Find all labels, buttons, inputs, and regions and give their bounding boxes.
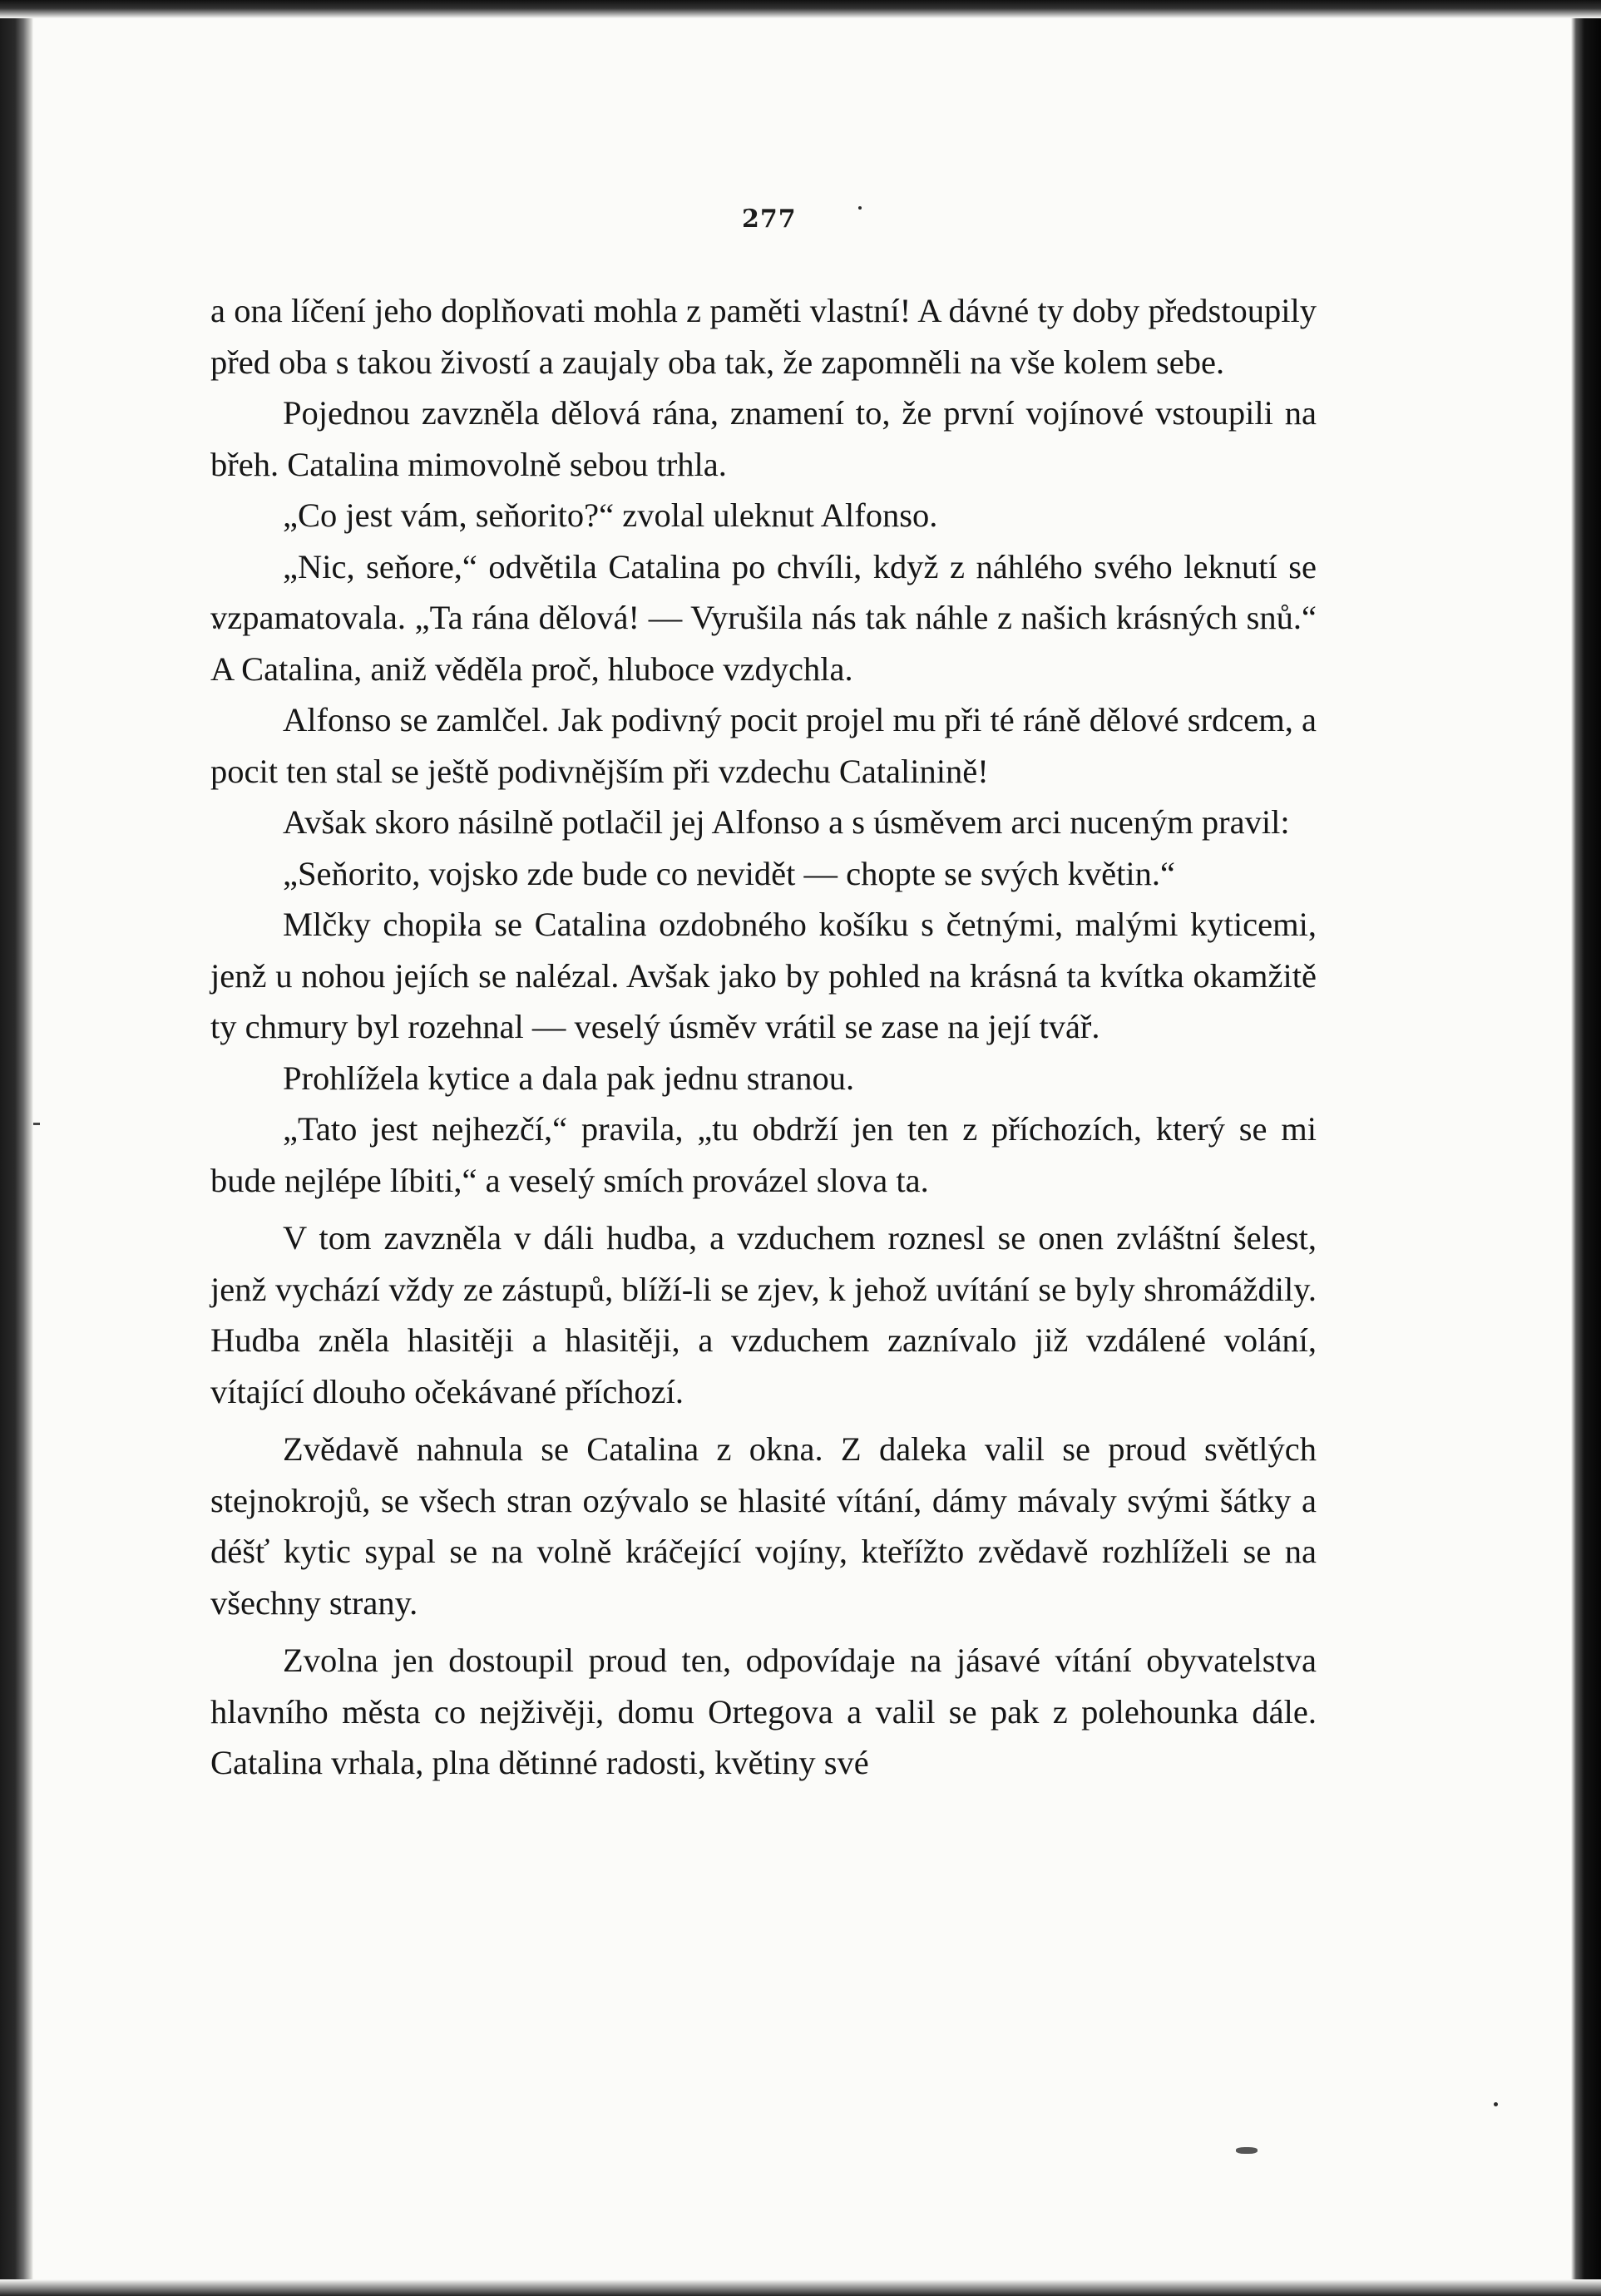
scan-speck [1494,2102,1498,2106]
paragraph: „Co jest vám, seňorito?“ zvolal uleknut Alfonso. [283,496,938,534]
paragraph: „Nic, seňore,“ odvětila Catalina po chvíli, když z náhlého svého leknutí se vzpamatovala. „Ta rána dělová! — Vyrušila nás tak náhle z našich krásných snů.“ A Catalina, aniž věděla proč, hluboce vzdychla. [210,547,1317,688]
paragraph: Prohlížela kytice a dala pak jednu stranou. [283,1059,855,1097]
paragraph: „Seňorito, vojsko zde bude co nevidět — chopte se svých květin.“ [283,854,1175,892]
paragraph: Avšak skoro násilně potlačil jej Alfonso a s úsměvem arci nuceným pravil: [283,803,1290,841]
paragraph: „Tato jest nejhezčí,“ pravila, „tu obdrží jen ten z příchozích, který se mi bude nejlépe líbiti,“ a veselý smích provázel slova ta. [210,1110,1317,1199]
scan-border-right [1571,0,1601,2296]
paragraph: a ona líčení jeho doplňovati mohla z paměti vlastní! A dávné ty doby předstoupily před oba s takou živostí a zaujaly oba tak, že zapomněli na vše kolem sebe. [210,292,1317,381]
scan-border-left [0,0,33,2296]
paragraph: Alfonso se zamlčel. Jak podivný pocit projel mu při té ráně dělové srdcem, a pocit ten stal se ještě podivnějším při vzdechu Catalinině! [210,701,1317,790]
paragraph: Mlčky chopila se Catalina ozdobného košíku s četnými, malými kyticemi, jenž u nohou jejích se nalézal. Avšak jako by pohled na krásná ta kvítka okamžitě ty chmury byl rozehnal — veselý úsměv vrátil se zase na její tvář. [210,906,1317,1045]
paragraph: Zvědavě nahnula se Catalina z okna. Z daleka valil se proud světlých stejnokrojů, se všech stran ozývalo se hlasité vítání, dámy mávaly svými šátky a déšť kytic sypal se na volně kráčející vojíny, kteřížto zvědavě rozhlíželi se na všechny strany. [210,1430,1317,1622]
page-number: 277 [742,205,797,234]
paragraph: Zvolna jen dostoupil proud ten, odpovídaje na jásavé vítání obyvatelstva hlavního města co nejživěji, domu Ortegova a valil se pak z polehounka dále. Catalina vrhala, plna dětinné radosti, květiny své [210,1642,1317,1781]
scan-border-top [0,0,1601,18]
scan-border-bottom [0,2279,1601,2296]
scan-speck [33,1123,40,1125]
scan-speck [1236,2147,1258,2154]
paragraph: V tom zavzněla v dáli hudba, a vzduchem roznesl se onen zvláštní šelest, jenž vychází vždy ze zástupů, blíží-li se zjev, k jehož uvítání se byly shromáždily. Hudba zněla hlasitěji a hlasitěji, a vzduchem zaznívalo již vzdálené volání, vítající dlouho očekávané příchozí. [210,1219,1317,1410]
body-text [210,285,1317,1789]
paragraph: Pojednou zavzněla dělová rána, znamení to, že první vojínové vstoupili na břeh. Catalina mimovolně sebou trhla. [210,394,1317,483]
scan-speck [858,206,862,210]
